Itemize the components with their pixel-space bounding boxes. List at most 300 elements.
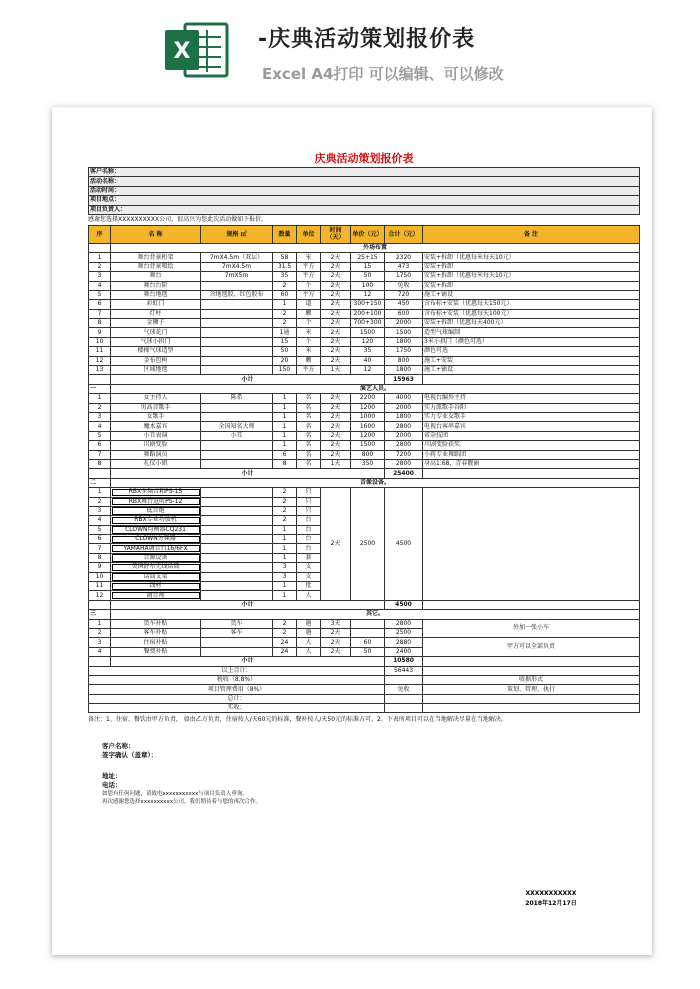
item-spec: [201, 535, 273, 544]
column-header: 备 注: [423, 225, 640, 243]
item-name: CLOWN分频器: [111, 535, 201, 544]
row-index: 5: [89, 290, 111, 299]
item-remark: 含布标+安装（优惠每天100元）: [423, 309, 640, 318]
item-spec: 含地毯胶、红色胶布: [201, 290, 273, 299]
item-spec: [201, 572, 273, 581]
item-remark: 甲方可以全部负责: [423, 638, 640, 657]
item-remark: 电视台客串嘉宾: [423, 422, 640, 431]
item-name: RBX专业功放机: [111, 516, 201, 525]
item-name: 小丑表演: [111, 431, 201, 440]
item-name: 餐费补贴: [111, 647, 201, 656]
item-spec: 货车: [201, 619, 273, 628]
row-index: 3: [89, 638, 111, 647]
contact-line: 如您有任何问题，请致电xxxxxxxxxxx与项目负责人垂询。: [102, 791, 248, 798]
item-qty: 1: [273, 431, 297, 440]
item-total: 2000: [385, 431, 423, 440]
item-days: 2天: [321, 300, 351, 309]
table-row: [89, 309, 640, 318]
item-days: 1天: [321, 459, 351, 468]
table-row: [89, 394, 640, 403]
summary-label: 项目管理费用（8%）: [89, 685, 385, 694]
item-qty: 2: [273, 319, 297, 328]
info-label: 活动时间：: [89, 186, 640, 195]
item-remark: 小蒋专业舞蹈团: [423, 450, 640, 459]
item-qty: 150: [273, 366, 297, 375]
confirm-label: 签字确认（盖章）：: [102, 751, 158, 760]
item-qty: 2: [273, 281, 297, 290]
table-row: [89, 290, 640, 299]
item-spec: [201, 347, 273, 356]
summary-value: 免收: [385, 685, 423, 694]
item-days: 2天: [321, 394, 351, 403]
merged-remark: [423, 488, 640, 601]
item-days: 2天: [321, 628, 351, 637]
item-days: 2天: [321, 403, 351, 412]
item-remark: 川剧变脸获奖: [423, 441, 640, 450]
item-name: 舞台地毯: [111, 290, 201, 299]
item-total: 1750: [385, 347, 423, 356]
item-spec: [201, 450, 273, 459]
merged-total: 4500: [385, 488, 423, 601]
item-qty: 1: [273, 412, 297, 421]
item-days: 2天: [321, 356, 351, 365]
table-row: [89, 488, 640, 497]
column-header: 合计（元）: [385, 225, 423, 243]
table-row: [89, 319, 640, 328]
row-index: 9: [89, 328, 111, 337]
item-price: [351, 619, 385, 628]
item-spec: 7mX5m: [201, 272, 273, 281]
item-spec: 小丑: [201, 431, 273, 440]
document-title: 庆典活动策划报价表: [314, 152, 414, 165]
signature-block: [102, 742, 640, 806]
item-total: 2000: [385, 403, 423, 412]
item-remark: 电视台编外主持: [423, 394, 640, 403]
quote-sheet: [88, 151, 640, 907]
item-unit: 名: [297, 422, 321, 431]
item-qty: 1: [273, 422, 297, 431]
item-qty: 2: [273, 628, 297, 637]
table-row: [89, 441, 640, 450]
row-index: 4: [89, 422, 111, 431]
item-spec: [201, 497, 273, 506]
item-remark: 颜色可选: [423, 347, 640, 356]
item-days: 2天: [321, 441, 351, 450]
item-days: 2天: [321, 647, 351, 656]
row-index: 3: [89, 272, 111, 281]
item-qty: 1: [273, 591, 297, 600]
item-name: 女歌手: [111, 412, 201, 421]
row-index: 5: [89, 431, 111, 440]
column-header: 时间（天）: [321, 225, 351, 243]
issue-date: 2018年12月17日: [525, 900, 577, 907]
item-spec: 客车: [201, 628, 273, 637]
item-name: CLOWN均衡器CQ231: [111, 525, 201, 534]
section-header-row: [89, 610, 640, 619]
item-spec: [201, 309, 273, 318]
item-spec: [201, 356, 273, 365]
table-cell: [423, 657, 640, 666]
item-total: 2000: [385, 319, 423, 328]
section-marker: 一: [89, 384, 111, 393]
item-days: 2天: [321, 309, 351, 318]
item-days: 2天: [321, 253, 351, 262]
subtotal-value: 10580: [385, 657, 423, 666]
client-info-table: [88, 167, 640, 215]
item-days: 2天: [321, 431, 351, 440]
item-price: 1500: [351, 441, 385, 450]
section-label: 其它。: [111, 610, 640, 619]
item-name: 气球花门: [111, 328, 201, 337]
row-index: 2: [89, 262, 111, 271]
row-index: 8: [89, 319, 111, 328]
item-spec: [201, 300, 273, 309]
item-spec: [201, 553, 273, 562]
item-name: 舞台: [111, 272, 201, 281]
item-name: 舞台背景喷绘: [111, 262, 201, 271]
item-unit: 名: [297, 403, 321, 412]
item-name: 住宿补贴: [111, 638, 201, 647]
summary-row: [89, 685, 640, 694]
summary-value: [385, 675, 423, 684]
item-price: 800: [351, 450, 385, 459]
item-qty: 3: [273, 563, 297, 572]
item-days: 2天: [321, 319, 351, 328]
item-days: 2天: [321, 337, 351, 346]
summary-remark: 收据形式: [423, 675, 640, 684]
item-name: 魔术嘉宾: [111, 422, 201, 431]
row-index: 1: [89, 394, 111, 403]
item-name: 金狮子: [111, 319, 201, 328]
item-unit: 台: [297, 544, 321, 553]
item-qty: 2: [273, 488, 297, 497]
table-row: [89, 281, 640, 290]
closing-line: 再次感谢您选择xxxxxxxxxx公司，我们期待着与您的再次合作。: [102, 799, 262, 806]
item-qty: 24: [273, 638, 297, 647]
item-total: 4000: [385, 394, 423, 403]
table-row: [89, 337, 640, 346]
item-name: 金布包树: [111, 356, 201, 365]
item-spec: [201, 337, 273, 346]
table-row: [89, 422, 640, 431]
item-qty: 1: [273, 553, 297, 562]
item-total: 473: [385, 262, 423, 271]
item-unit: 趟: [297, 628, 321, 637]
item-qty: 1: [273, 300, 297, 309]
table-cell: [423, 469, 640, 478]
table-cell: [89, 469, 111, 478]
item-unit: 支: [297, 563, 321, 572]
item-unit: 只: [297, 488, 321, 497]
row-index: 2: [89, 628, 111, 637]
item-spec: [201, 582, 273, 591]
item-unit: 人: [297, 638, 321, 647]
item-total: 免收: [385, 281, 423, 290]
item-remark: 实力专业女歌手: [423, 412, 640, 421]
section-marker: 三: [89, 610, 111, 619]
row-index: 11: [89, 347, 111, 356]
row-index: 11: [89, 582, 111, 591]
table-cell: [89, 657, 111, 666]
item-spec: [201, 506, 273, 515]
subtotal-value: 25400: [385, 469, 423, 478]
row-index: 9: [89, 563, 111, 572]
item-qty: 2: [273, 619, 297, 628]
merged-time: 2天: [321, 488, 351, 601]
row-index: 1: [89, 619, 111, 628]
item-name: 礼仪小姐: [111, 459, 201, 468]
row-index: 7: [89, 450, 111, 459]
item-unit: 名: [297, 459, 321, 468]
summary-label: 总计：: [89, 694, 385, 703]
item-days: 2天: [321, 328, 351, 337]
section-marker: [89, 243, 111, 252]
item-unit: 套: [297, 553, 321, 562]
item-remark: 身高1.68，青春靓丽: [423, 459, 640, 468]
table-row: [89, 459, 640, 468]
info-label: 客户名称：: [89, 168, 640, 177]
item-total: 600: [385, 309, 423, 318]
item-name: 女主持人: [111, 394, 201, 403]
item-spec: [201, 525, 273, 534]
summary-remark: [423, 666, 640, 675]
subtotal-label: 小计: [111, 469, 385, 478]
item-unit: 米: [297, 328, 321, 337]
row-index: 13: [89, 366, 111, 375]
item-remark: 实力派歌手谷阳: [423, 403, 640, 412]
summary-remark: [423, 704, 640, 713]
item-qty: 1: [273, 525, 297, 534]
item-price: 15: [351, 262, 385, 271]
item-qty: 1: [273, 582, 297, 591]
column-header: 规格 ㎡: [201, 225, 273, 243]
item-spec: [201, 403, 273, 412]
item-qty: 1: [273, 403, 297, 412]
remark-note: 备注：1、住宿、餐饮由甲方负责， 如由乙方负责，住宿按人/天60元的标准，餐补按人/天50元的标准方可。2、下表所项目可以在当地解决尽量在当地解决。: [88, 716, 507, 724]
item-name: 彩虹门: [111, 300, 201, 309]
item-qty: 50: [273, 347, 297, 356]
row-index: 7: [89, 309, 111, 318]
item-unit: 个: [297, 319, 321, 328]
item-unit: 名: [297, 450, 321, 459]
item-unit: 米: [297, 347, 321, 356]
row-index: 6: [89, 535, 111, 544]
item-total: 1750: [385, 272, 423, 281]
table-row: [89, 619, 640, 628]
item-price: 350: [351, 459, 385, 468]
item-qty: 8: [273, 459, 297, 468]
item-spec: [201, 319, 273, 328]
item-spec: [201, 638, 273, 647]
subtotal-row: [89, 469, 640, 478]
item-spec: 7mX4.5m（双层）: [201, 253, 273, 262]
item-price: 1500: [351, 328, 385, 337]
info-row: [89, 168, 640, 177]
item-name: 音源设备: [111, 553, 201, 562]
section-header-row: [89, 243, 640, 252]
row-index: 10: [89, 572, 111, 581]
item-name: RBX全频音箱PS-15: [111, 488, 201, 497]
item-unit: 个: [297, 337, 321, 346]
item-price: 120: [351, 337, 385, 346]
item-total: 2320: [385, 253, 423, 262]
item-price: 50: [351, 647, 385, 656]
item-spec: [201, 544, 273, 553]
info-row: [89, 205, 640, 214]
table-row: [89, 412, 640, 421]
section-header-row: [89, 384, 640, 393]
table-row: [89, 272, 640, 281]
item-total: 2500: [385, 628, 423, 637]
table-row: [89, 356, 640, 365]
row-index: 6: [89, 441, 111, 450]
item-name: 低音炮: [111, 506, 201, 515]
item-qty: 24: [273, 647, 297, 656]
table-cell: [423, 375, 640, 384]
subtotal-label: 小计: [111, 375, 385, 384]
info-label: 项目负责人：: [89, 205, 640, 214]
subtotal-row: [89, 657, 640, 666]
item-remark: 安装+拆卸（优惠每米每天10元）: [423, 272, 640, 281]
row-index: 1: [89, 488, 111, 497]
item-price: 300+150: [351, 300, 385, 309]
svg-text:X: X: [173, 39, 191, 64]
item-unit: 平方: [297, 272, 321, 281]
item-name: RBX舞台返听PS-12: [111, 497, 201, 506]
item-name: 美国舒尔无线话筒: [111, 563, 201, 572]
row-index: 4: [89, 647, 111, 656]
summary-value: [385, 704, 423, 713]
column-header: 单位: [297, 225, 321, 243]
item-qty: 2: [273, 497, 297, 506]
item-unit: 平方: [297, 366, 321, 375]
summary-value: 56443: [385, 666, 423, 675]
item-price: 1200: [351, 431, 385, 440]
item-qty: 2: [273, 516, 297, 525]
item-days: 2天: [321, 347, 351, 356]
item-unit: 台: [297, 535, 321, 544]
info-label: 项目地点：: [89, 196, 640, 205]
item-unit: 米: [297, 253, 321, 262]
item-unit: 颗: [297, 309, 321, 318]
item-qty: 35: [273, 272, 297, 281]
item-spec: [201, 563, 273, 572]
item-name: 舞台台阶: [111, 281, 201, 290]
item-qty: 1: [273, 394, 297, 403]
item-spec: 陈希: [201, 394, 273, 403]
item-qty: 58: [273, 253, 297, 262]
item-spec: [201, 281, 273, 290]
row-index: 6: [89, 300, 111, 309]
item-qty: 1: [273, 441, 297, 450]
summary-remark: 策划、管理、执行: [423, 685, 640, 694]
item-price: 25+15: [351, 253, 385, 262]
item-price: 1200: [351, 403, 385, 412]
page-subtitle: Excel A4打印 可以编辑、可以修改: [262, 65, 504, 83]
item-price: 12: [351, 290, 385, 299]
item-total: 720: [385, 290, 423, 299]
table-row: [89, 262, 640, 271]
subtotal-label: 小计: [111, 600, 385, 609]
item-name: 货车补贴: [111, 619, 201, 628]
table-header-row: [89, 225, 640, 243]
table-row: [89, 403, 640, 412]
item-name: 男高音歌手: [111, 403, 201, 412]
item-unit: 个: [297, 281, 321, 290]
table-row: [89, 431, 640, 440]
row-index: 3: [89, 506, 111, 515]
item-spec: 7mX4.5m: [201, 262, 273, 271]
item-unit: 台: [297, 516, 321, 525]
item-total: 800: [385, 356, 423, 365]
item-name: 客车补贴: [111, 628, 201, 637]
item-unit: 台: [297, 525, 321, 534]
item-price: 50: [351, 272, 385, 281]
quote-table: [88, 225, 640, 714]
client-name-label: 客户名称：: [102, 742, 135, 751]
summary-row: [89, 666, 640, 675]
merged-price: 2500: [351, 488, 385, 601]
row-index: 4: [89, 516, 111, 525]
item-name: 话筒支架: [111, 572, 201, 581]
item-price: 35: [351, 347, 385, 356]
subtotal-label: 小计: [111, 657, 385, 666]
item-price: [351, 628, 385, 637]
item-unit: 名: [297, 441, 321, 450]
summary-remark: [423, 694, 640, 703]
item-qty: 2: [273, 309, 297, 318]
item-qty: 3: [273, 572, 297, 581]
row-index: 3: [89, 412, 111, 421]
item-unit: 名: [297, 394, 321, 403]
item-total: 2800: [385, 422, 423, 431]
table-cell: [89, 600, 111, 609]
item-remark: 安装+拆卸（优惠每米每天10元）: [423, 253, 640, 262]
info-label: 活动名称：: [89, 177, 640, 186]
item-name: 舞蹈演员: [111, 450, 201, 459]
item-name: 灯柱: [111, 309, 201, 318]
info-row: [89, 186, 640, 195]
section-label: 外场布置: [111, 243, 640, 252]
item-total: 2400: [385, 647, 423, 656]
summary-label: 实收：: [89, 704, 385, 713]
item-spec: [201, 488, 273, 497]
item-name: 区域地毯: [111, 366, 201, 375]
summary-row: [89, 704, 640, 713]
item-unit: 趟: [297, 619, 321, 628]
item-unit: 平方: [297, 262, 321, 271]
item-spec: [201, 412, 273, 421]
item-spec: [201, 366, 273, 375]
thanks-line: 感谢您选择XXXXXXXXXX公司，很高兴为您此次活动做如下报价。: [88, 215, 268, 223]
company-name: XXXXXXXXXXX: [525, 890, 577, 897]
item-price: 200+100: [351, 309, 385, 318]
subtotal-value: 4500: [385, 600, 423, 609]
item-days: 2天: [321, 272, 351, 281]
item-days: 2天: [321, 422, 351, 431]
item-price: 40: [351, 356, 385, 365]
item-remark: 省杂技团: [423, 431, 640, 440]
item-price: 12: [351, 366, 385, 375]
table-row: [89, 366, 640, 375]
section-label: 音像设备。: [111, 478, 640, 487]
item-total: 1500: [385, 328, 423, 337]
item-total: 2800: [385, 619, 423, 628]
table-row: [89, 347, 640, 356]
item-remark: 含布标+安装（优惠每天150元）: [423, 300, 640, 309]
item-spec: [201, 459, 273, 468]
item-unit: 颗: [297, 356, 321, 365]
